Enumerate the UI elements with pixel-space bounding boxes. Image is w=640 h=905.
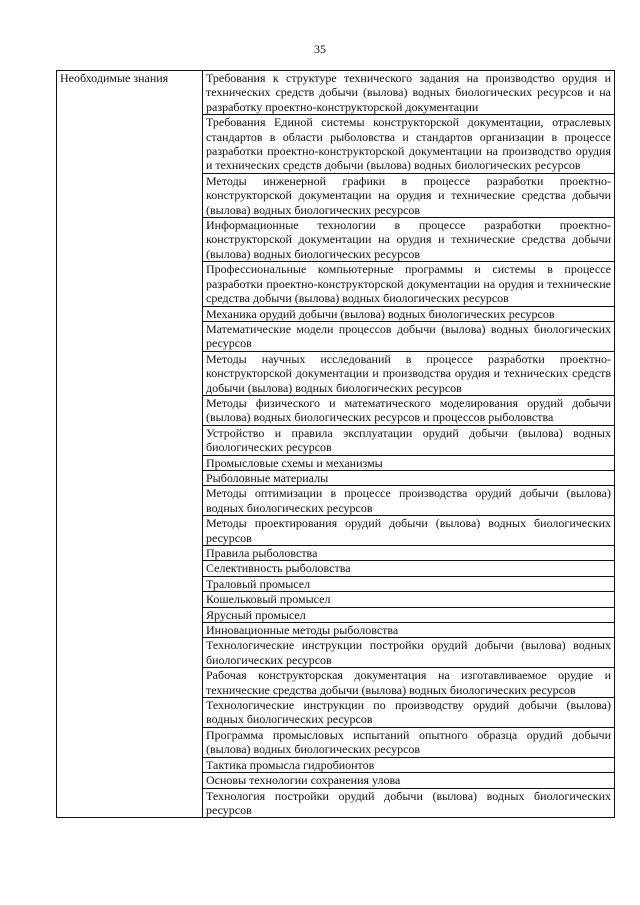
knowledge-item: Кошельковый промысел bbox=[203, 592, 615, 607]
row-label: Необходимые знания bbox=[57, 71, 203, 818]
knowledge-item: Промысловые схемы и механизмы bbox=[203, 455, 615, 470]
knowledge-item: Траловый промысел bbox=[203, 576, 615, 591]
knowledge-item: Основы технологии сохранения улова bbox=[203, 773, 615, 788]
knowledge-item: Профессиональные компьютерные программы и системы в процессе разработки проектно-конструкторской документации на орудия и технические средства добычи (вылова) водных биологических ресурсов bbox=[203, 262, 615, 306]
knowledge-table-body bbox=[57, 71, 615, 818]
knowledge-item: Правила рыболовства bbox=[203, 546, 615, 561]
knowledge-item: Математические модели процессов добычи (вылова) водных биологических ресурсов bbox=[203, 321, 615, 351]
knowledge-item: Тактика промысла гидробионтов bbox=[203, 757, 615, 772]
table-row bbox=[57, 71, 615, 115]
knowledge-item: Методы инженерной графики в процессе разработки проектно-конструкторской документации на орудия и технические средства добычи (вылова) водных биологических ресурсов bbox=[203, 173, 615, 217]
knowledge-item: Методы проектирования орудий добычи (вылова) водных биологических ресурсов bbox=[203, 516, 615, 546]
knowledge-item: Требования Единой системы конструкторской документации, отраслевых стандартов в области рыболовства и стандартов организации в процессе разработки проектно-конструкторской документации на производство орудия и технических средств добычи (вылова) водных биологических ресурсов bbox=[203, 115, 615, 174]
knowledge-item: Технологические инструкции постройки орудий добычи (вылова) водных биологических ресурсов bbox=[203, 638, 615, 668]
knowledge-item: Селективность рыболовства bbox=[203, 561, 615, 576]
knowledge-item: Рыболовные материалы bbox=[203, 470, 615, 485]
knowledge-item: Методы физического и математического моделирования орудий добычи (вылова) водных биологических ресурсов и процессов рыболовства bbox=[203, 395, 615, 425]
knowledge-item: Рабочая конструкторская документация на изготавливаемое орудие и технические средства добычи (вылова) водных биологических ресурсов bbox=[203, 668, 615, 698]
knowledge-item: Методы научных исследований в процессе разработки проектно-конструкторской документации и производства орудия и технических средств добычи (вылова) водных биологических ресурсов bbox=[203, 351, 615, 395]
knowledge-item: Технология постройки орудий добычи (вылова) водных биологических ресурсов bbox=[203, 788, 615, 818]
knowledge-item: Инновационные методы рыболовства bbox=[203, 623, 615, 638]
knowledge-item: Технологические инструкции по производству орудий добычи (вылова) водных биологических ресурсов bbox=[203, 698, 615, 728]
knowledge-item: Методы оптимизации в процессе производства орудий добычи (вылова) водных биологических ресурсов bbox=[203, 486, 615, 516]
knowledge-item: Ярусный промысел bbox=[203, 607, 615, 622]
page-number: 35 bbox=[314, 42, 326, 56]
knowledge-table bbox=[56, 70, 615, 818]
knowledge-item: Устройство и правила эксплуатации орудий добычи (вылова) водных биологических ресурсов bbox=[203, 425, 615, 455]
knowledge-item: Механика орудий добычи (вылова) водных биологических ресурсов bbox=[203, 306, 615, 321]
knowledge-item: Программа промысловых испытаний опытного образца орудий добычи (вылова) водных биологических ресурсов bbox=[203, 727, 615, 757]
knowledge-item: Информационные технологии в процессе разработки проектно-конструкторской документации на орудия и технические средства добычи (вылова) водных биологических ресурсов bbox=[203, 218, 615, 262]
knowledge-item: Требования к структуре технического задания на производство орудия и технических средств добычи (вылова) водных биологических ресурсов и на разработку проектно-конструкторской документации bbox=[203, 71, 615, 115]
